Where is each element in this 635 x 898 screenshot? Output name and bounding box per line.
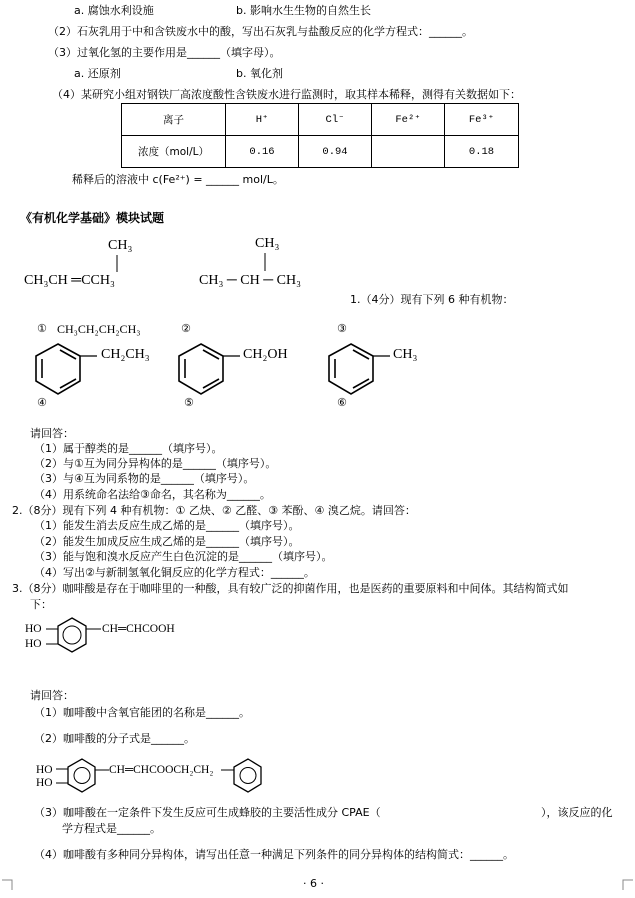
table-row-label: 浓度（mol/L） xyxy=(122,136,226,168)
q2-item: （2）能发生加成反应生成乙烯的是______（填序号）。 xyxy=(34,535,300,548)
q1-item: （2）与①互为同分异构体的是______（填序号）。 xyxy=(34,457,277,470)
q3-item-3-cont: ），该反应的化 xyxy=(541,806,613,819)
table-header-cell: Fe²⁺ xyxy=(372,104,445,136)
table-header-cell: Cl⁻ xyxy=(299,104,372,136)
option-a1: a. 腐蚀水利设施 xyxy=(74,4,154,17)
cpae-ho-1: HO xyxy=(36,764,53,776)
benzene-ring-4 xyxy=(35,343,105,395)
struct2-formula: CH₃ ─ CH ─ CH₃ xyxy=(199,273,301,288)
q2-item: （1）能发生消去反应生成乙烯的是______（填序号）。 xyxy=(34,519,300,532)
q3-title: 3.（8分）咖啡酸是存在于咖啡里的一种酸，具有较广泛的抑菌作用，也是医药的重要原料和中间体。其结构简式如 xyxy=(12,582,569,595)
compound-4-label: ④ xyxy=(37,396,47,409)
caffeic-benzene-ring xyxy=(44,614,104,658)
caffeic-ho-2: HO xyxy=(25,638,42,650)
option-b1: b. 影响水生生物的自然生长 xyxy=(236,4,371,17)
answer-intro-2: 请回答： xyxy=(30,689,74,702)
option-b2: b. 氧化剂 xyxy=(236,67,283,80)
q3-title-cont: 下： xyxy=(30,598,52,611)
question-3: （3）过氧化氢的主要作用是______（填字母）。 xyxy=(48,46,281,59)
compound-1-formula: CH₃CH₂CH₂CH₃ xyxy=(57,322,141,336)
q1-item: （1）属于醇类的是______（填序号）。 xyxy=(34,442,223,455)
option-a2: a. 还原剂 xyxy=(74,67,121,80)
question-4-answer: 稀释后的溶液中 c(Fe²⁺) = ______ mol/L。 xyxy=(72,173,284,186)
compound-6-label: ⑥ xyxy=(337,396,347,409)
compound-5-substituent: CH₂OH xyxy=(243,347,288,362)
compound-3-label: ③ xyxy=(337,322,347,335)
question-4: （4）某研究小组对钢铁厂高浓度酸性含铁废水进行监测时，取其样本稀释，测得有关数据如下： xyxy=(52,88,521,101)
cpae-benzene-ring-2 xyxy=(220,756,275,796)
section-title: 《有机化学基础》模块试题 xyxy=(20,211,165,225)
q2-title: 2.（8分）现有下列 4 种有机物：① 乙炔、② 乙醛、③ 苯酚、④ 溴乙烷。请回答： xyxy=(12,504,416,517)
page-number: · 6 · xyxy=(303,877,324,890)
compound-6-substituent: CH₃ xyxy=(393,347,418,362)
table-header-cell: 离子 xyxy=(122,104,226,136)
table-cell: 0.94 xyxy=(299,136,372,168)
struct1-formula: CH₃CH ═CCH₃ xyxy=(24,273,115,288)
table-cell: 0.16 xyxy=(226,136,299,168)
q1-title: 1.（4分）现有下列 6 种有机物： xyxy=(350,293,514,306)
caffeic-ho-1: HO xyxy=(25,623,42,635)
q2-item: （3）能与饱和溴水反应产生白色沉淀的是______（填序号）。 xyxy=(34,550,333,563)
cpae-benzene-ring-1 xyxy=(55,756,115,796)
table-cell: 0.18 xyxy=(445,136,519,168)
q3-item-4: （4）咖啡酸有多种同分异构体，请写出任意一种满足下列条件的同分异构体的结构简式：______。 xyxy=(34,848,514,861)
compound-5-label: ⑤ xyxy=(184,396,194,409)
q3-item-3: （3）咖啡酸在一定条件下发生反应可生成蜂胶的主要活性成分 CPAE（ xyxy=(34,806,381,819)
struct1-methyl: CH₃ xyxy=(108,238,133,253)
benzene-ring-6 xyxy=(328,343,398,395)
compound-2-label: ② xyxy=(181,322,191,335)
q1-item: （4）用系统命名法给③命名，其名称为______。 xyxy=(34,488,271,501)
q3-item-1: （1）咖啡酸中含氧官能团的名称是______。 xyxy=(34,706,250,719)
benzene-ring-5 xyxy=(178,343,248,395)
compound-4-substituent: CH₂CH₃ xyxy=(101,347,150,362)
q3-item-3-line2: 学方程式是______。 xyxy=(62,822,161,835)
table-header-cell: Fe³⁺ xyxy=(445,104,519,136)
compound-1-label: ① xyxy=(37,322,47,335)
cpae-ho-2: HO xyxy=(36,777,53,789)
struct2-methyl: CH₃ xyxy=(255,236,280,251)
table-header-cell: H⁺ xyxy=(226,104,299,136)
caffeic-chain: CH═CHCOOH xyxy=(102,623,175,635)
answer-intro: 请回答： xyxy=(30,427,74,440)
q2-item: （4）写出②与新制氢氧化铜反应的化学方程式：______。 xyxy=(34,566,315,579)
question-2: （2）石灰乳用于中和含铁废水中的酸，写出石灰乳与盐酸反应的化学方程式：______。 xyxy=(48,25,473,38)
q3-item-2: （2）咖啡酸的分子式是______。 xyxy=(34,732,195,745)
cpae-chain: CH═CHCOOCH₂CH₂ xyxy=(109,764,214,776)
q1-item: （3）与④互为同系物的是______（填序号）。 xyxy=(34,472,255,485)
